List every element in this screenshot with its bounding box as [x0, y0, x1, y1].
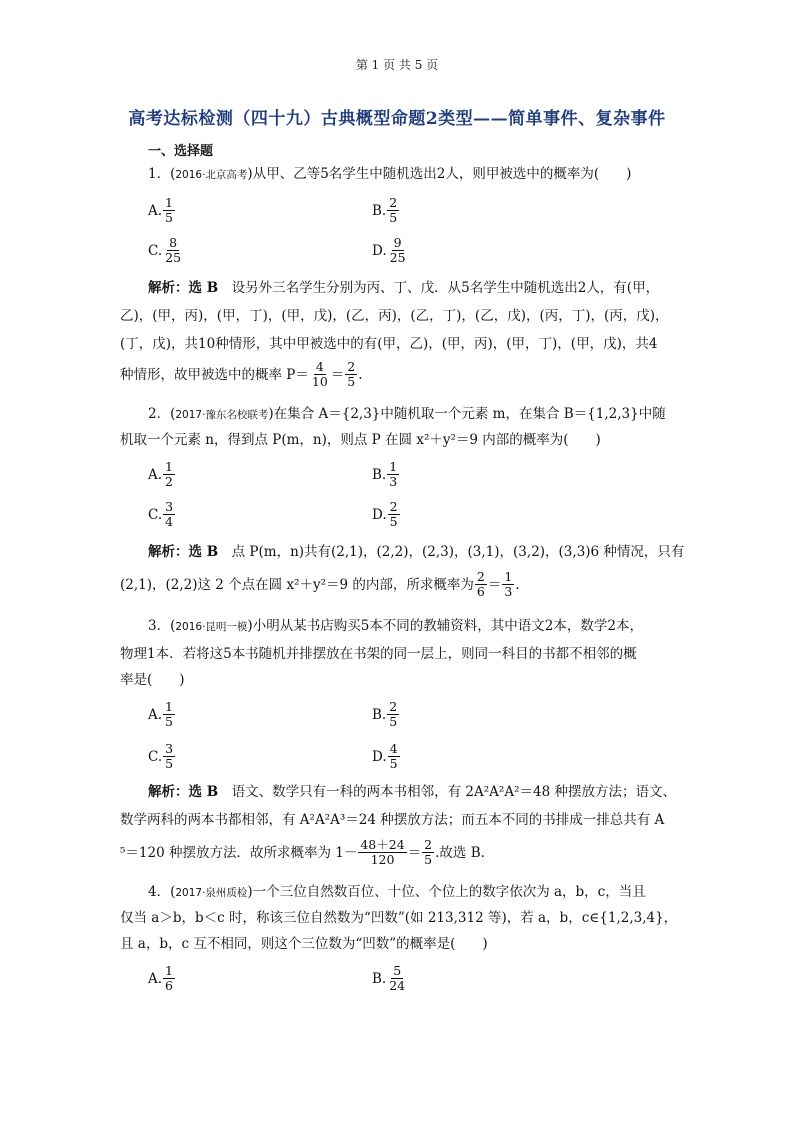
q4-stem-line3: 且 a，b，c 互不相同，则这个三位数为“凹数”的概率是( ) [120, 936, 488, 952]
page-title: 高考达标检测（四十九）古典概型命题2类型——简单事件、复杂事件 [128, 109, 666, 129]
q1-option-a: A. $\frac{1}{5}$ [148, 195, 173, 225]
q1-option-d: D. $\frac{9}{25}$ [372, 235, 406, 265]
q3-option-a: A. $\frac{1}{5}$ [148, 699, 173, 729]
q3-option-d: D. $\frac{4}{5}$ [372, 741, 398, 771]
q1-option-b: B. $\frac{2}{5}$ [372, 195, 398, 225]
q3-option-b: B. $\frac{2}{5}$ [372, 699, 398, 729]
q2-solution-line2: (2,1)，(2,2)这 2 个点在圆 x²＋y²＝9 的内部，所求概率为 $\frac{2}{6}$ ＝ $\frac{1}{3}$ . [120, 569, 520, 599]
q1-solution-line2: 乙)，(甲，丙)，(甲，丁)，(甲，戊)，(乙，丙)，(乙，丁)，(乙，戊)，(丙，丁)，(丙，戊)， [120, 308, 669, 324]
q3-solution-line1: 解析：选 B 语文、数学只有一科的两本书相邻，有 2A²A²A²＝48 种摆放方法；语文、 [148, 784, 676, 800]
q4-option-b: B. $\frac{5}{24}$ [372, 963, 406, 993]
q4-option-a: A. $\frac{1}{6}$ [148, 963, 173, 993]
q1-solution-line4: 种情形，故甲被选中的概率 P＝ $\frac{4}{10}$ ＝ $\frac{2}{5}$ . [120, 359, 363, 389]
q3-solution-line2: 数学两科的两本书都相邻，有 A²A²A³＝24 种摆放方法；而五本不同的书排成一排总共有 A [120, 812, 665, 828]
q4-stem-line1: 4．(2017·泉州质检)一个三位自然数百位、十位、个位上的数字依次为 a，b，c，当且 [148, 884, 646, 900]
page-header: 第 1 页 共 5 页 [355, 58, 439, 72]
q2-option-a: A. $\frac{1}{2}$ [148, 459, 173, 489]
q1-solution-line3: (丁，戊)，共10种情形，其中甲被选中的有(甲，乙)，(甲，丙)，(甲，丁)，(甲，戊)，共4 [120, 336, 658, 352]
q3-option-c: C. $\frac{3}{5}$ [148, 741, 174, 771]
q2-option-b: B. $\frac{1}{3}$ [372, 459, 398, 489]
q3-stem-line2: 物理1本．若将这5本书随机并排摆放在书架的同一层上，则同一科目的书都不相邻的概 [120, 646, 637, 662]
q2-solution-line1: 解析：选 B 点 P(m，n)共有(2,1)，(2,2)，(2,3)，(3,1)，(3,2)，(3,3)6 种情况，只有 [148, 544, 685, 560]
q2-option-d: D. $\frac{2}{5}$ [372, 499, 398, 529]
q2-stem-line2: 机取一个元素 n，得到点 P(m，n)，则点 P 在圆 x²＋y²＝9 内部的概率为( ) [120, 432, 601, 448]
q3-stem-line3: 率是( ) [120, 672, 185, 688]
q2-option-c: C. $\frac{3}{4}$ [148, 499, 174, 529]
q3-stem-line1: 3．(2016·昆明一模)小明从某书店购买5本不同的教辅资料，其中语文2本，数学2本， [148, 618, 643, 634]
q4-stem-line2: 仅当 a＞b，b＜c 时，称该三位自然数为“凹数”(如 213,312 等)，若 a，b，c∈{1,2,3,4}， [120, 910, 678, 926]
q2-stem-line1: 2．(2017·豫东名校联考)在集合 A＝{2,3}中随机取一个元素 m，在集合 B＝{1,2,3}中随 [148, 406, 666, 422]
section-heading: 一、选择题 [148, 144, 214, 159]
q1-stem: 1．(2016·北京高考)从甲、乙等5名学生中随机选出2人，则甲被选中的概率为( ) [148, 166, 632, 182]
q1-solution-line1: 解析：选 B 设另外三名学生分别为丙、丁、戊．从5名学生中随机选出2人，有(甲， [148, 280, 660, 296]
q3-solution-line3: ⁵＝120 种摆放方法．故所求概率为 1－ $\frac{48+24}{120}$ ＝ $\frac{2}{5}$ .故选 B. [120, 837, 485, 867]
q1-option-c: C. $\frac{8}{25}$ [148, 235, 182, 265]
